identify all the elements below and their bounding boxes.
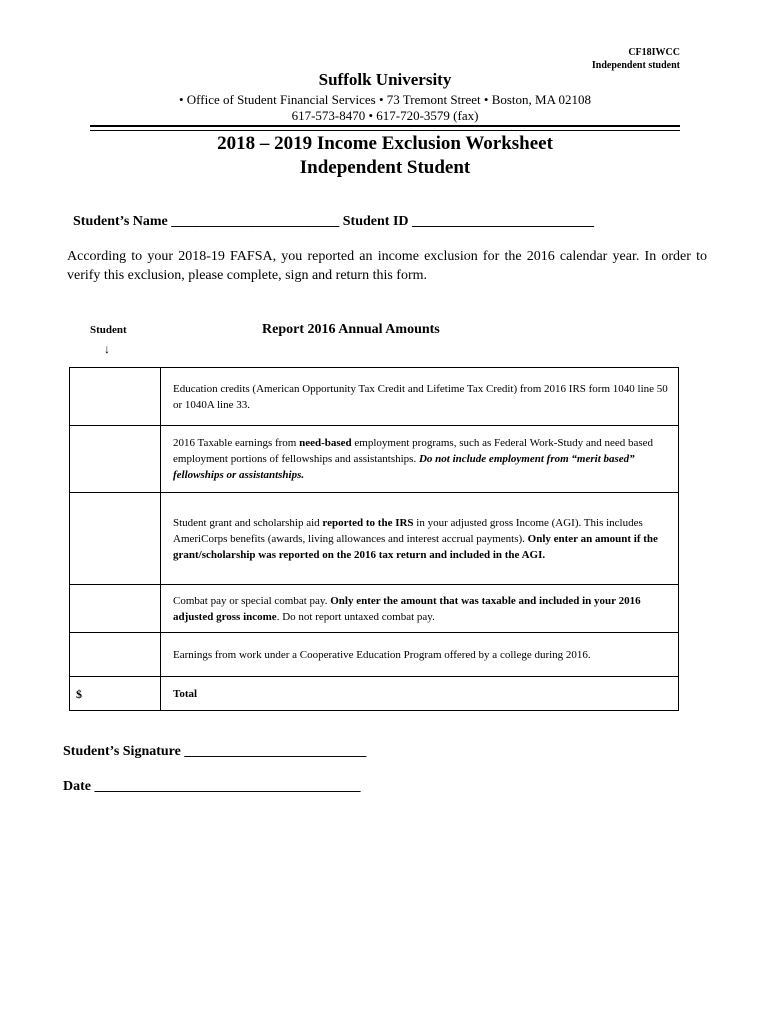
description-text: Education credits (American Opportunity Tax Credit and Lifetime Tax Credit) from 2016 IRS form 1040 line 50 or 1040A line 33. bbox=[173, 382, 668, 411]
income-table bbox=[69, 367, 679, 711]
description-text: employment programs, such as Federal Work-Study and need based employment portions of fellowships and assistantships. bbox=[173, 437, 654, 465]
header-rule-thin bbox=[90, 130, 680, 131]
amount-entry-cell[interactable] bbox=[70, 585, 161, 633]
row-description bbox=[161, 493, 679, 585]
row-description bbox=[161, 368, 679, 426]
amount-entry-cell[interactable] bbox=[70, 493, 161, 585]
student-id-field[interactable]: __________________________ bbox=[412, 214, 595, 229]
description-text: Only enter an amount if the grant/scholarship was reported on the 2016 tax return and included in the AGI. bbox=[173, 532, 658, 561]
intro-paragraph: According to your 2018-19 FAFSA, you reported an income exclusion for the 2016 calendar year. In order to verify this exclusion, please complete, sign and return this form. bbox=[67, 249, 707, 283]
amount-entry-cell[interactable] bbox=[70, 368, 161, 426]
description-text: reported to the IRS bbox=[322, 516, 414, 529]
header-rule-thick bbox=[90, 125, 680, 127]
title-line2: Independent Student bbox=[299, 157, 471, 178]
date-row bbox=[63, 779, 361, 795]
description-text: Only enter the amount that was taxable and included in your 2016 adjusted gross income bbox=[173, 594, 641, 623]
form-code: CF18IWCC bbox=[628, 47, 680, 58]
description-text: Student grant and scholarship aid bbox=[173, 516, 323, 529]
description-text: Total bbox=[173, 687, 198, 700]
student-column-label: Student bbox=[90, 324, 127, 336]
form-type: Independent student bbox=[591, 60, 680, 71]
form-code-block bbox=[592, 46, 680, 72]
signature-label: Student’s Signature bbox=[63, 744, 181, 759]
address-line: • Office of Student Financial Services • 73 Tremont Street • Boston, MA 02108 bbox=[178, 92, 592, 107]
row-description bbox=[161, 426, 679, 493]
report-heading: Report 2016 Annual Amounts bbox=[262, 322, 440, 337]
table-row bbox=[70, 426, 679, 493]
student-name-label: Student’s Name bbox=[73, 214, 168, 229]
description-text: Earnings from work under a Cooperative Education Program offered by a college during 2016. bbox=[173, 648, 591, 661]
total-amount-cell[interactable]: $ bbox=[70, 677, 161, 711]
row-description bbox=[161, 585, 679, 633]
amount-entry-cell[interactable] bbox=[70, 633, 161, 677]
date-label: Date bbox=[63, 779, 91, 794]
description-text: . Do not report untaxed combat pay. bbox=[276, 610, 435, 623]
signature-row bbox=[63, 744, 366, 760]
description-text: Do not include employment from “merit based” fellowships or assistantships. bbox=[173, 453, 635, 481]
table-row bbox=[70, 585, 679, 633]
amount-entry-cell[interactable] bbox=[70, 426, 161, 493]
worksheet-title bbox=[0, 132, 770, 180]
row-description bbox=[161, 677, 679, 711]
signature-field[interactable]: __________________________ bbox=[184, 744, 367, 759]
description-text: 2016 Taxable earnings from bbox=[173, 437, 300, 449]
table-row bbox=[70, 633, 679, 677]
table-row bbox=[70, 493, 679, 585]
arrow-down-icon: ↓ bbox=[104, 342, 110, 356]
address-block bbox=[0, 92, 770, 124]
description-text: in your adjusted gross Income (AGI). This includes AmeriCorps benefits (awards, living allowances and interest accrual payments). bbox=[173, 516, 643, 545]
row-description bbox=[161, 633, 679, 677]
phone-line: 617-573-8470 • 617-720-3579 (fax) bbox=[291, 108, 479, 123]
title-line1: 2018 – 2019 Income Exclusion Worksheet bbox=[217, 133, 553, 154]
university-name: Suffolk University bbox=[318, 70, 452, 89]
description-text: Combat pay or special combat pay. bbox=[173, 594, 331, 607]
student-id-label: Student ID bbox=[342, 214, 409, 229]
table-row bbox=[70, 677, 679, 711]
description-text: need-based bbox=[299, 437, 352, 449]
student-info-row bbox=[73, 214, 594, 230]
student-name-field[interactable]: ________________________ bbox=[171, 214, 340, 229]
date-field[interactable]: ______________________________________ bbox=[94, 779, 361, 794]
table-row bbox=[70, 368, 679, 426]
